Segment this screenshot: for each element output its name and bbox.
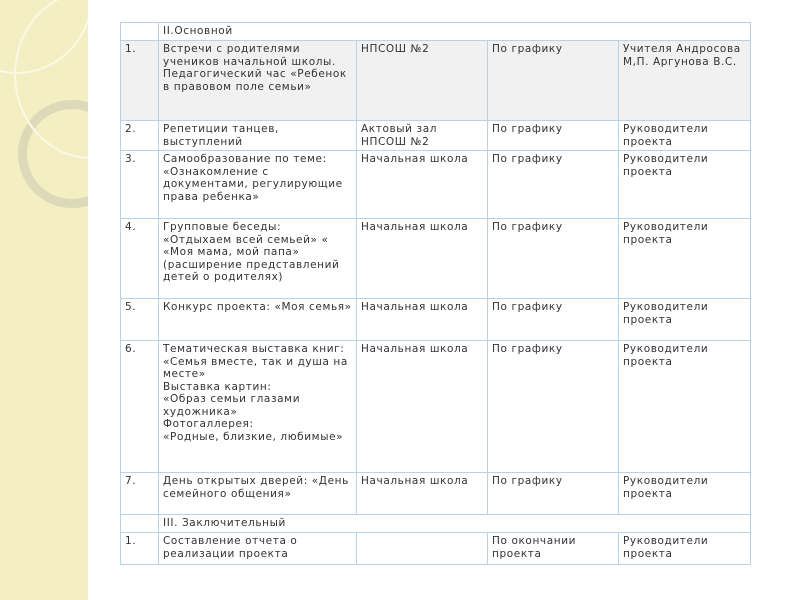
responsible-cell: Руководители проекта bbox=[619, 121, 751, 151]
responsible-cell: Учителя Андросова М,П. Аргунова В.С. bbox=[619, 41, 751, 121]
table-row bbox=[121, 219, 751, 299]
row-number: 5. bbox=[121, 299, 159, 341]
table-row bbox=[121, 473, 751, 515]
project-plan-table bbox=[120, 22, 751, 565]
place-cell: Актовый зал НПСОШ №2 bbox=[357, 121, 488, 151]
event-cell: Составление отчета о реализации проекта bbox=[159, 533, 357, 565]
row-number: 1. bbox=[121, 533, 159, 565]
event-cell: Репетиции танцев, выступлений bbox=[159, 121, 357, 151]
event-cell: Самообразование по теме: «Ознакомление с документами, регулирующие права ребенка» bbox=[159, 151, 357, 219]
responsible-cell: Руководители проекта bbox=[619, 341, 751, 473]
row-number: 7. bbox=[121, 473, 159, 515]
table-row bbox=[121, 299, 751, 341]
table-row bbox=[121, 533, 751, 565]
row-number: 3. bbox=[121, 151, 159, 219]
time-cell: По графику bbox=[488, 121, 619, 151]
section-title: II.Основной bbox=[159, 23, 751, 41]
place-cell: Начальная школа bbox=[357, 473, 488, 515]
event-cell: Групповые беседы: «Отдыхаем всей семьей» « «Моя мама, мой папа» (расширение представлений детей о родителях) bbox=[159, 219, 357, 299]
section-row bbox=[121, 515, 751, 533]
num-cell bbox=[121, 23, 159, 41]
responsible-cell: Руководители проекта bbox=[619, 219, 751, 299]
event-cell: Конкурс проекта: «Моя семья» bbox=[159, 299, 357, 341]
time-cell: По окончании проекта bbox=[488, 533, 619, 565]
row-number: 1. bbox=[121, 41, 159, 121]
table-row bbox=[121, 341, 751, 473]
time-cell: По графику bbox=[488, 151, 619, 219]
time-cell: По графику bbox=[488, 341, 619, 473]
event-cell: День открытых дверей: «День семейного общения» bbox=[159, 473, 357, 515]
place-cell: Начальная школа bbox=[357, 299, 488, 341]
section-title: III. Заключительный bbox=[159, 515, 751, 533]
responsible-cell: Руководители проекта bbox=[619, 533, 751, 565]
event-cell: Тематическая выставка книг: «Семья вместе, так и душа на месте» Выставка картин: «Образ семьи глазами художника» Фотогаллерея: «Родные, близкие, любимые» bbox=[159, 341, 357, 473]
place-cell: Начальная школа bbox=[357, 219, 488, 299]
place-cell: Начальная школа bbox=[357, 341, 488, 473]
time-cell: По графику bbox=[488, 473, 619, 515]
event-cell: Встречи с родителями учеников начальной школы. Педагогический час «Ребенок в правовом поле семьи» bbox=[159, 41, 357, 121]
num-cell bbox=[121, 515, 159, 533]
place-cell bbox=[357, 533, 488, 565]
responsible-cell: Руководители проекта bbox=[619, 299, 751, 341]
table-row bbox=[121, 151, 751, 219]
place-cell: НПСОШ №2 bbox=[357, 41, 488, 121]
time-cell: По графику bbox=[488, 299, 619, 341]
time-cell: По графику bbox=[488, 219, 619, 299]
place-cell: Начальная школа bbox=[357, 151, 488, 219]
responsible-cell: Руководители проекта bbox=[619, 151, 751, 219]
row-number: 6. bbox=[121, 341, 159, 473]
row-number: 4. bbox=[121, 219, 159, 299]
table-row bbox=[121, 41, 751, 121]
slide-decoration bbox=[0, 0, 88, 600]
time-cell: По графику bbox=[488, 41, 619, 121]
row-number: 2. bbox=[121, 121, 159, 151]
responsible-cell: Руководители проекта bbox=[619, 473, 751, 515]
section-row bbox=[121, 23, 751, 41]
table-row bbox=[121, 121, 751, 151]
